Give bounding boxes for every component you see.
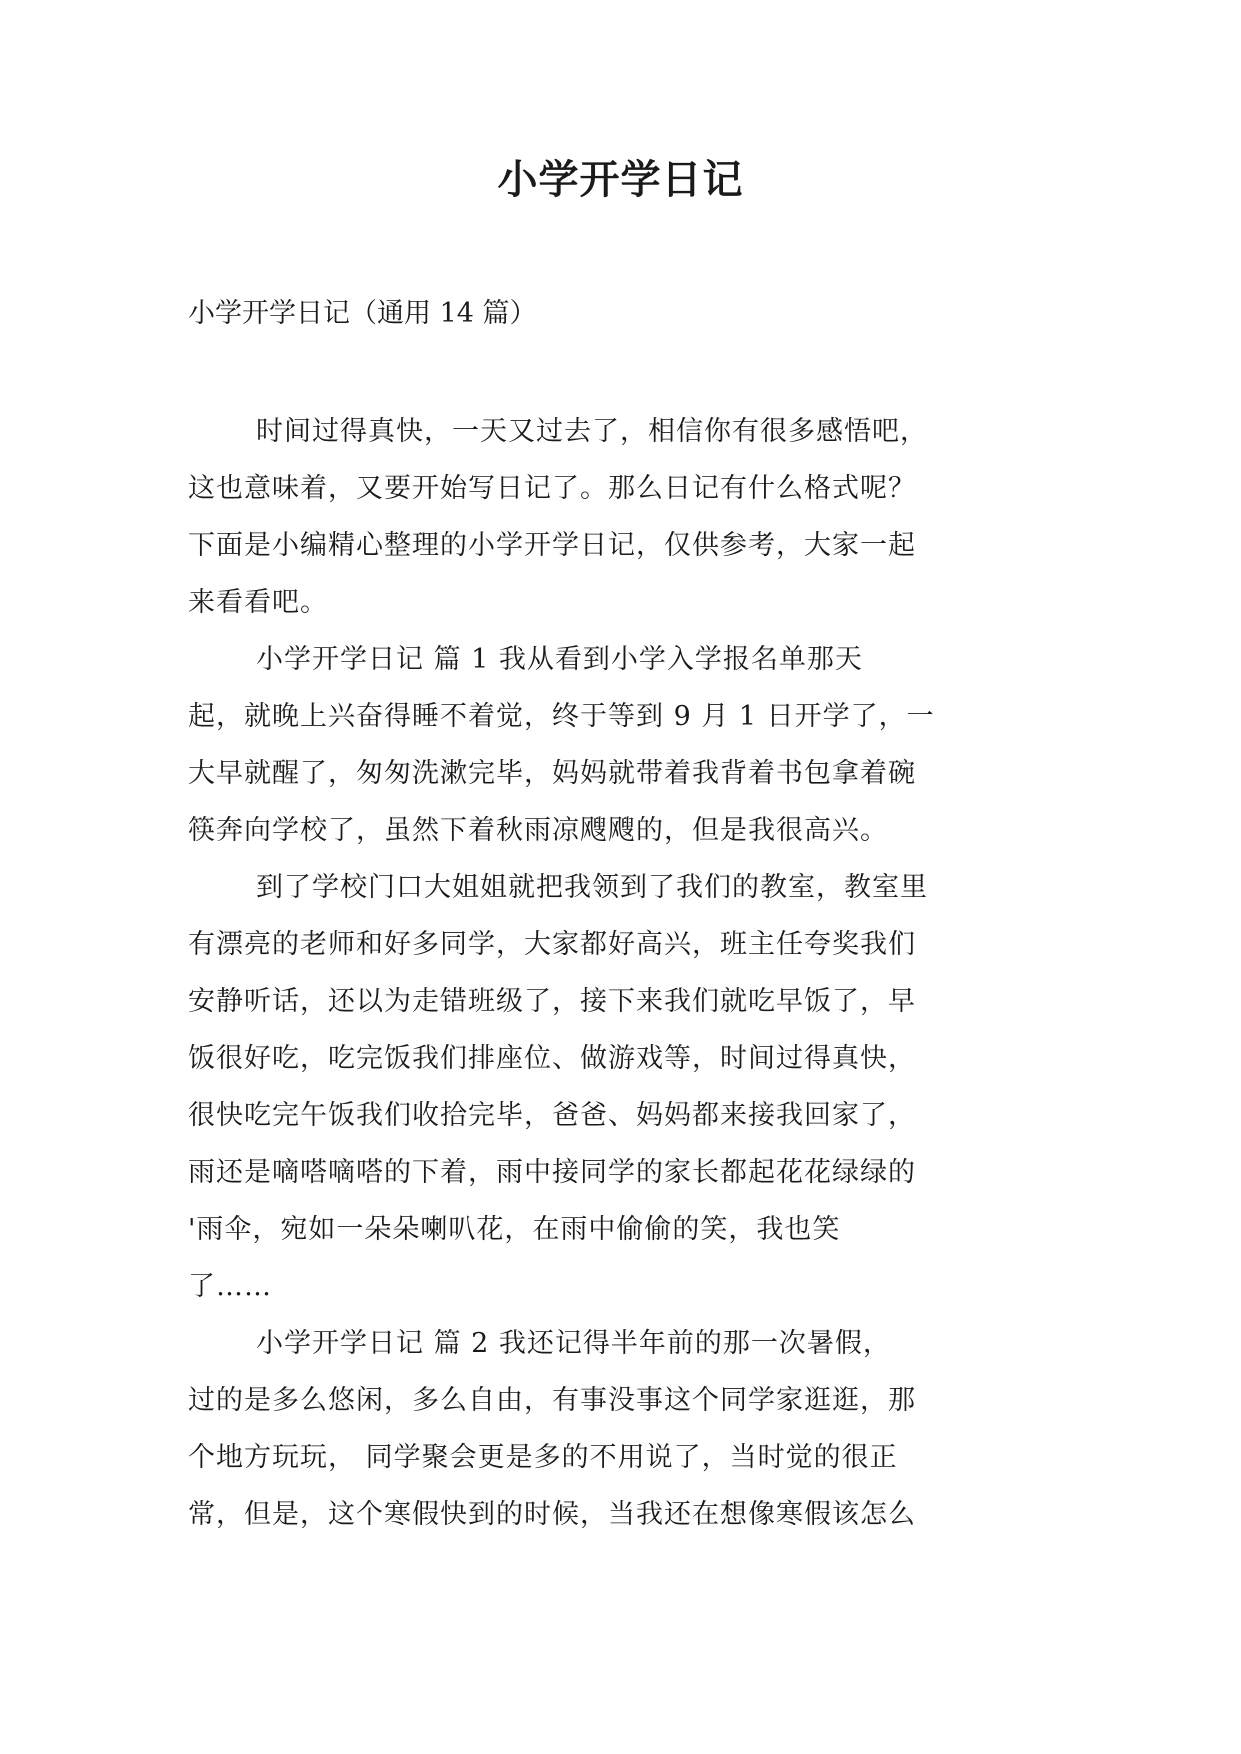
document-title: 小学开学日记 xyxy=(497,156,744,203)
document-body xyxy=(188,403,1068,1543)
body-text-line: 筷奔向学校了，虽然下着秋雨凉飕飕的，但是我很高兴。 xyxy=(188,815,888,846)
body-text-line: 时间过得真快，一天又过去了，相信你有很多感悟吧， xyxy=(256,416,928,447)
body-text-line: 下面是小编精心整理的小学开学日记，仅供参考，大家一起 xyxy=(188,530,916,561)
body-text-line: 起，就晚上兴奋得睡不着觉，终于等到 9 月 1 日开学了，一 xyxy=(188,701,935,732)
body-text-line: 这也意味着，又要开始写日记了。那么日记有什么格式呢？ xyxy=(188,473,916,504)
body-text-line: 到了学校门口大姐姐就把我领到了我们的教室，教室里 xyxy=(256,872,928,903)
body-text-line: 来看看吧。 xyxy=(188,587,328,618)
body-text-line: 很快吃完午饭我们收拾完毕，爸爸、妈妈都来接我回家了， xyxy=(188,1100,916,1131)
body-text-line: 常，但是，这个寒假快到的时候，当我还在想像寒假该怎么 xyxy=(188,1499,916,1530)
body-text-line: 大早就醒了，匆匆洗漱完毕，妈妈就带着我背着书包拿着碗 xyxy=(188,758,916,789)
body-text-line: 小学开学日记 篇 2 我还记得半年前的那一次暑假， xyxy=(256,1328,891,1359)
body-text-line: 了…… xyxy=(188,1271,272,1302)
body-text-line: 小学开学日记 篇 1 我从看到小学入学报名单那天 xyxy=(256,644,863,675)
body-text-line: 有漂亮的老师和好多同学，大家都好高兴，班主任夸奖我们 xyxy=(188,929,916,960)
body-text-line: 安静听话，还以为走错班级了，接下来我们就吃早饭了，早 xyxy=(188,986,916,1017)
document-subtitle: 小学开学日记（通用 14 篇） xyxy=(188,298,537,329)
body-text-line: 饭很好吃，吃完饭我们排座位、做游戏等，时间过得真快， xyxy=(188,1043,916,1074)
body-text-line: '雨伞，宛如一朵朵喇叭花，在雨中偷偷的笑，我也笑 xyxy=(188,1214,841,1245)
body-text-line: 个地方玩玩， 同学聚会更是多的不用说了，当时觉的很正 xyxy=(188,1442,898,1473)
body-text-line: 过的是多么悠闲，多么自由，有事没事这个同学家逛逛，那 xyxy=(188,1385,916,1416)
body-text-line: 雨还是嘀嗒嘀嗒的下着，雨中接同学的家长都起花花绿绿的 xyxy=(188,1157,916,1188)
